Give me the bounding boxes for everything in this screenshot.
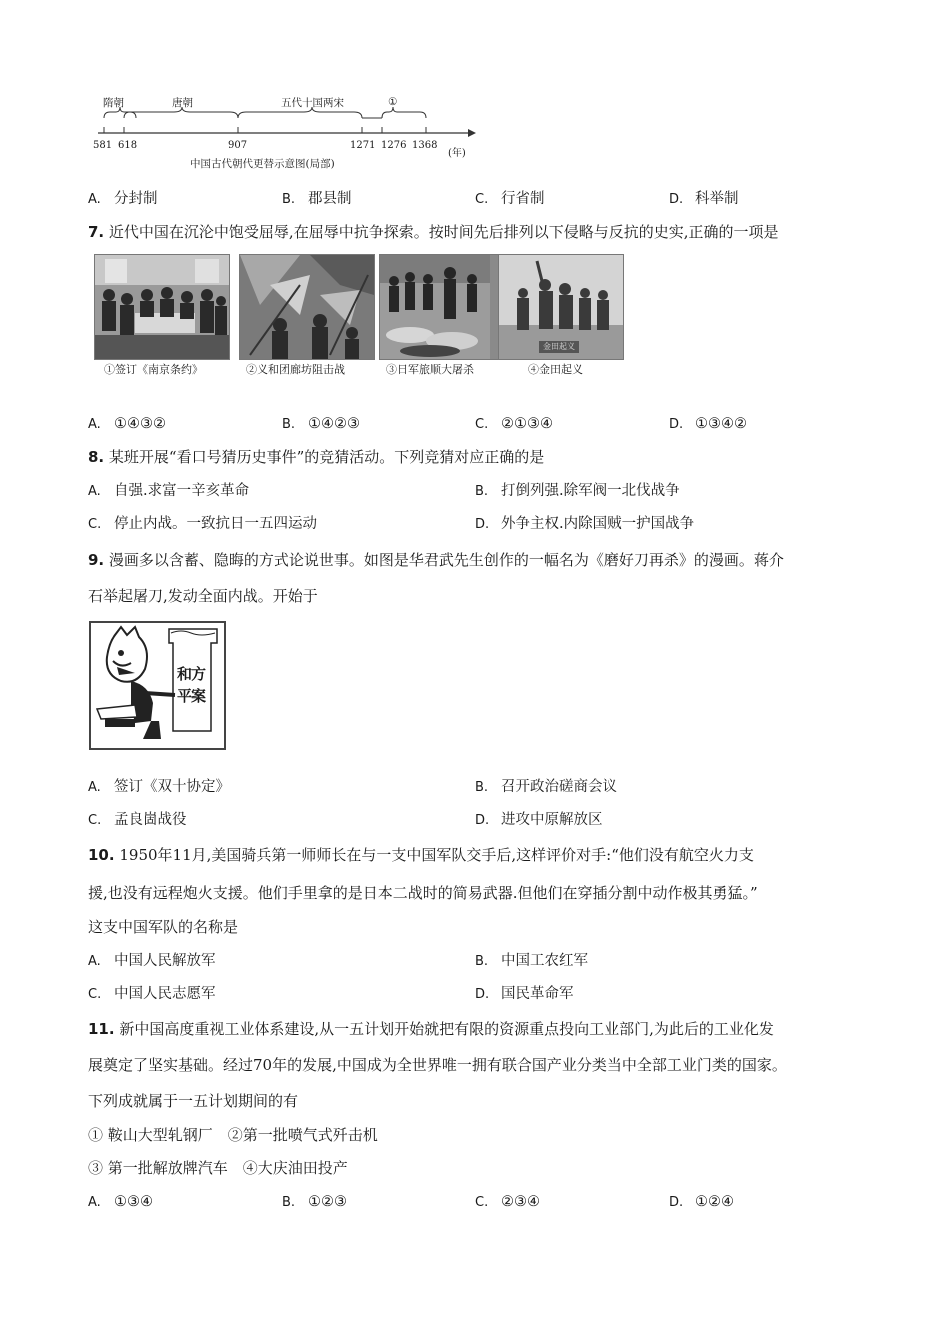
q8-option-d[interactable]: D. 外争主权.内除国贼一护国战争 [475,516,695,532]
q7-option-d[interactable]: D. ①③④② [669,416,747,432]
lushun-massacre-photo [379,254,515,360]
q11-option-c[interactable]: C. ②③④ [475,1194,540,1210]
q6-option-b[interactable]: B. 郡县制 [282,191,352,207]
q7-stem [88,222,778,242]
q10-option-b[interactable]: B. 中国工农红军 [475,953,588,969]
timeline-dynasty-sui: 隋朝 [103,97,124,109]
q11-stem-line-2: 展奠定了坚实基础。经过70年的发展,中国成为全世界唯一拥有联合国产业分类当中全部工业门类的国家。 [88,1056,787,1074]
photo-caption-1: ①签订《南京条约》 [104,363,203,376]
q6-option-c[interactable]: C. 行省制 [475,191,545,207]
q7-option-a[interactable]: A. ①④③② [88,416,166,432]
battle-scene-illustration [240,255,374,359]
q11-option-b[interactable]: B. ①②③ [282,1194,347,1210]
timeline-year: 1271 [350,140,376,151]
q10-option-a[interactable]: A. 中国人民解放军 [88,953,216,969]
q8-option-b[interactable]: B. 打倒列强.除军阀一北伐战争 [475,483,680,499]
timeline-dynasty-wudai-song: 五代十国两宋 [281,97,344,109]
photo-caption-4: ④金田起义 [528,363,583,376]
question-number: 8. [88,448,105,466]
q11-stem-line-3: 下列成就属于一五计划期间的有 [88,1092,299,1110]
q9-option-b[interactable]: B. 召开政治磋商会议 [475,779,617,795]
cartoon-drawing [91,623,224,748]
timeline-dynasty-blank: ① [388,96,398,108]
question-number: 11. [88,1020,115,1038]
q9-stem-line-2: 石举起屠刀,发动全面内战。开始于 [88,587,318,605]
question-text: 1950年11月,美国骑兵第一师师长在与一支中国军队交手后,这样评价对手:“他们没有航空火力支 [119,846,754,864]
cartoon-sign-text-1: 和方 [177,665,206,683]
photo-caption-3: ③日军旅顺大屠杀 [386,363,474,376]
q10-stem-line-2: 援,也没有远程炮火支援。他们手里拿的是日本二战时的简易武器.但他们在穿插分割中动作极其勇猛。” [88,884,758,902]
question-number: 7. [88,223,105,241]
question-number: 9. [88,551,105,569]
q10-option-d[interactable]: D. 国民革命军 [475,986,574,1002]
question-text: 某班开展“看口号猜历史事件”的竞猜活动。下列竞猜对应正确的是 [108,448,545,466]
timeline-year: 907 [228,140,248,151]
question-text: 新中国高度重视工业体系建设,从一五计划开始就把有限的资源重点投向工业部门,为此后的工业化发 [119,1020,774,1038]
q8-option-a[interactable]: A. 自强.求富一辛亥革命 [88,483,250,499]
timeline-unit: (年) [448,148,466,159]
boxer-battle-photo [239,254,375,360]
q6-option-d[interactable]: D. 科举制 [669,191,739,207]
timeline-year: 618 [118,140,138,151]
timeline-year: 1276 [381,140,407,151]
q10-stem-line-3: 这支中国军队的名称是 [88,918,239,936]
timeline-year: 1368 [412,140,438,151]
massacre-scene-illustration [380,255,490,359]
q6-option-a[interactable]: A. 分封制 [88,191,158,207]
q10-stem-line-1 [88,845,754,865]
q9-option-a[interactable]: A. 签订《双十协定》 [88,779,230,795]
q8-stem [88,447,544,467]
q9-stem-line-1 [88,550,784,570]
monument-plaque: 金田起义 [543,342,575,351]
q8-option-c[interactable]: C. 停止内战。一致抗日一五四运动 [88,516,317,532]
q11-option-d[interactable]: D. ①②④ [669,1194,734,1210]
q9-option-c[interactable]: C. 孟良崮战役 [88,812,187,828]
q11-items-line-2: ③ 第一批解放牌汽车 ④大庆油田投产 [88,1159,348,1177]
q10-option-c[interactable]: C. 中国人民志愿军 [88,986,216,1002]
question-text: 近代中国在沉沦中饱受屈辱,在屈辱中抗争探索。按时间先后排列以下侵略与反抗的史实,正确的一项是 [108,223,779,241]
nanjing-treaty-photo [94,254,230,360]
cartoon-sign-text-2: 平案 [177,687,206,705]
timeline-dynasty-tang: 唐朝 [172,97,193,109]
q11-items-line-1: ① 鞍山大型轧钢厂 ②第一批喷气式歼击机 [88,1126,378,1144]
treaty-scene-illustration [95,255,229,359]
cartoon-image [89,621,226,750]
question-text: 漫画多以含蓄、隐晦的方式论说世事。如图是华君武先生创作的一幅名为《磨好刀再杀》的漫画。蒋介 [108,551,784,569]
q11-option-a[interactable]: A. ①③④ [88,1194,153,1210]
q11-stem-line-1 [88,1019,774,1039]
timeline-year: 581 [93,140,113,151]
question-number: 10. [88,846,115,864]
q9-option-d[interactable]: D. 进攻中原解放区 [475,812,603,828]
timeline-caption: 中国古代朝代更替示意图(局部) [190,158,335,170]
jintian-uprising-photo [498,254,624,360]
photo-caption-2: ②义和团廊坊阻击战 [246,363,345,376]
q7-option-b[interactable]: B. ①④②③ [282,416,360,432]
q7-option-c[interactable]: C. ②①③④ [475,416,553,432]
